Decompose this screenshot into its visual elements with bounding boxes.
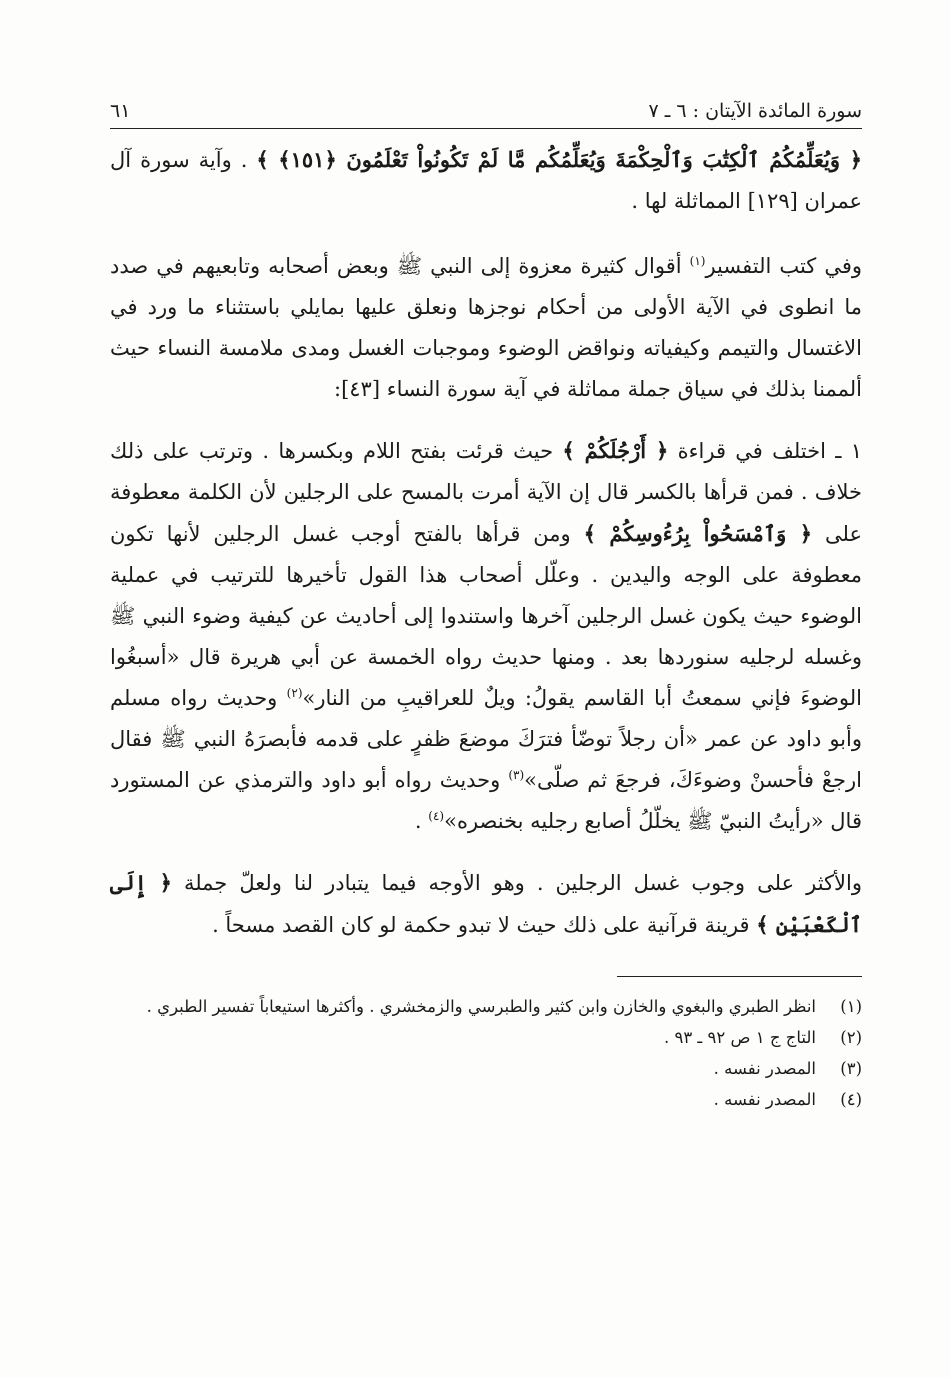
footnote-3 bbox=[110, 1053, 862, 1084]
paragraph-reading bbox=[110, 430, 862, 842]
footnote-2 bbox=[110, 1022, 862, 1053]
footnotes bbox=[110, 991, 862, 1115]
paragraph-text: وحديث رواه مسلم وأبو داود عن عمر «أن رجلاً توضّأ فترَكَ موضعَ ظفرٍ على قدمه فأبصرَهُ النبي ﷺ فقال ارجعْ فأحسنْ وضوءَكَ، فرجعَ ثم صلّى» bbox=[110, 686, 862, 792]
intro-paragraph bbox=[110, 139, 862, 222]
running-head bbox=[110, 100, 862, 128]
header-rule bbox=[110, 128, 862, 129]
paragraph-text: ومن قرأها بالفتح أوجب غسل الرجلين لأنها تكون معطوفة على الوجه واليدين . وعلّل أصحاب هذا القول تأخيرها للترتيب في عملية الوضوء حيث يكون غسل الرجلين آخرها واستندوا إلى أحاديث عن كيفية وضوء النبي ﷺ وغسله لرجليه سنوردها بعد . ومنها حديث رواه الخمسة عن أبي هريرة قال «أسبغُوا الوضوءَ فإني سمعتُ أبا القاسم يقولُ: ويلٌ للعراقيبِ من النار» bbox=[110, 522, 862, 710]
running-title: سورة المائدة الآيتان : ٦ ـ ٧ bbox=[648, 100, 862, 122]
quran-verse-kabayn: ﴿ إِلَى ٱلْكَعْبَيْنِ ﴾ bbox=[110, 870, 862, 937]
quran-verse-arjulakum: ﴿ أَرْجُلَكُمْ ﴾ bbox=[562, 438, 669, 463]
footnote-ref-1[interactable]: (١) bbox=[689, 254, 706, 268]
footnote-number: (٢) bbox=[840, 1028, 862, 1047]
paragraph-text: حيث قرئت بفتح اللام وبكسرها . وترتب على ذلك خلاف . فمن قرأها بالكسر قال إن الآية أمرت بالمسح على الرجلين لأن الكلمة معطوفة على bbox=[110, 439, 862, 546]
footnote-ref-4[interactable]: (٤) bbox=[428, 809, 445, 823]
paragraph-text: . bbox=[414, 809, 429, 833]
footnote-number: (٣) bbox=[840, 1059, 862, 1078]
footnote-number: (١) bbox=[840, 997, 862, 1016]
footnote-ref-3[interactable]: (٣) bbox=[508, 768, 525, 782]
footnote-text: انظر الطبري والبغوي والخازن وابن كثير والطبرسي والزمخشري . وأكثرها استيعاباً تفسير الطبري . bbox=[146, 997, 816, 1016]
footnote-4 bbox=[110, 1084, 862, 1115]
footnote-rule bbox=[617, 976, 862, 977]
quran-verse: ﴿ وَيُعَلِّمُكُمُ ٱلْكِتَٰبَ وَٱلْحِكْمَةَ وَيُعَلِّمُكُم مَّا لَمْ تَكُونُواْ تَعْلَمُونَ ﴿١٥١﴾ ﴾ bbox=[256, 147, 862, 172]
paragraph-lead: ١ ـ اختلف في قراءة bbox=[668, 439, 862, 463]
paragraph-tafsir bbox=[110, 246, 862, 410]
page bbox=[110, 100, 862, 1115]
footnote-text: المصدر نفسه . bbox=[713, 1059, 816, 1078]
quran-verse-wamsahu: ﴿ وَٱمْسَحُواْ بِرُءُوسِكُمْ ﴾ bbox=[583, 521, 813, 546]
footnote-text: المصدر نفسه . bbox=[713, 1090, 816, 1109]
footnote-text: التاج ج ١ ص ٩٢ ـ ٩٣ . bbox=[663, 1028, 816, 1047]
paragraph-lead: والأكثر على وجوب غسل الرجلين . وهو الأوجه فيما يتبادر لنا ولعلّ جملة bbox=[171, 871, 863, 895]
paragraph-text: أقوال كثيرة معزوة إلى النبي ﷺ وبعض أصحابه وتابعيهم في صدد ما انطوى في الآية الأولى من أحكام نوجزها ونعلق عليها بمايلي باستثناء ما ورد في الاغتسال والتيمم وكيفياته ونواقض الوضوء وموجبات الغسل ومدى ملامسة النساء حيث ألممنا بذلك في سياق جملة مماثلة في آية سورة النساء [٤٣]: bbox=[110, 254, 862, 401]
footnote-1 bbox=[110, 991, 862, 1022]
footnote-number: (٤) bbox=[840, 1090, 862, 1109]
intro-text: . وآية سورة آل عمران [١٢٩] المماثلة لها . bbox=[110, 148, 862, 213]
paragraph-text: قرينة قرآنية على ذلك حيث لا تبدو حكمة لو كان القصد مسحاً . bbox=[212, 913, 757, 937]
page-number: ٦١ bbox=[110, 100, 131, 122]
paragraph-text: وحديث رواه أبو داود والترمذي عن المستورد قال «رأيتُ النبيّ ﷺ يخلّلُ أصابع رجليه بخنصره» bbox=[110, 768, 862, 833]
paragraph-conclusion bbox=[110, 862, 862, 946]
paragraph-lead: وفي كتب التفسير bbox=[705, 254, 863, 278]
footnote-ref-2[interactable]: (٢) bbox=[286, 686, 303, 700]
